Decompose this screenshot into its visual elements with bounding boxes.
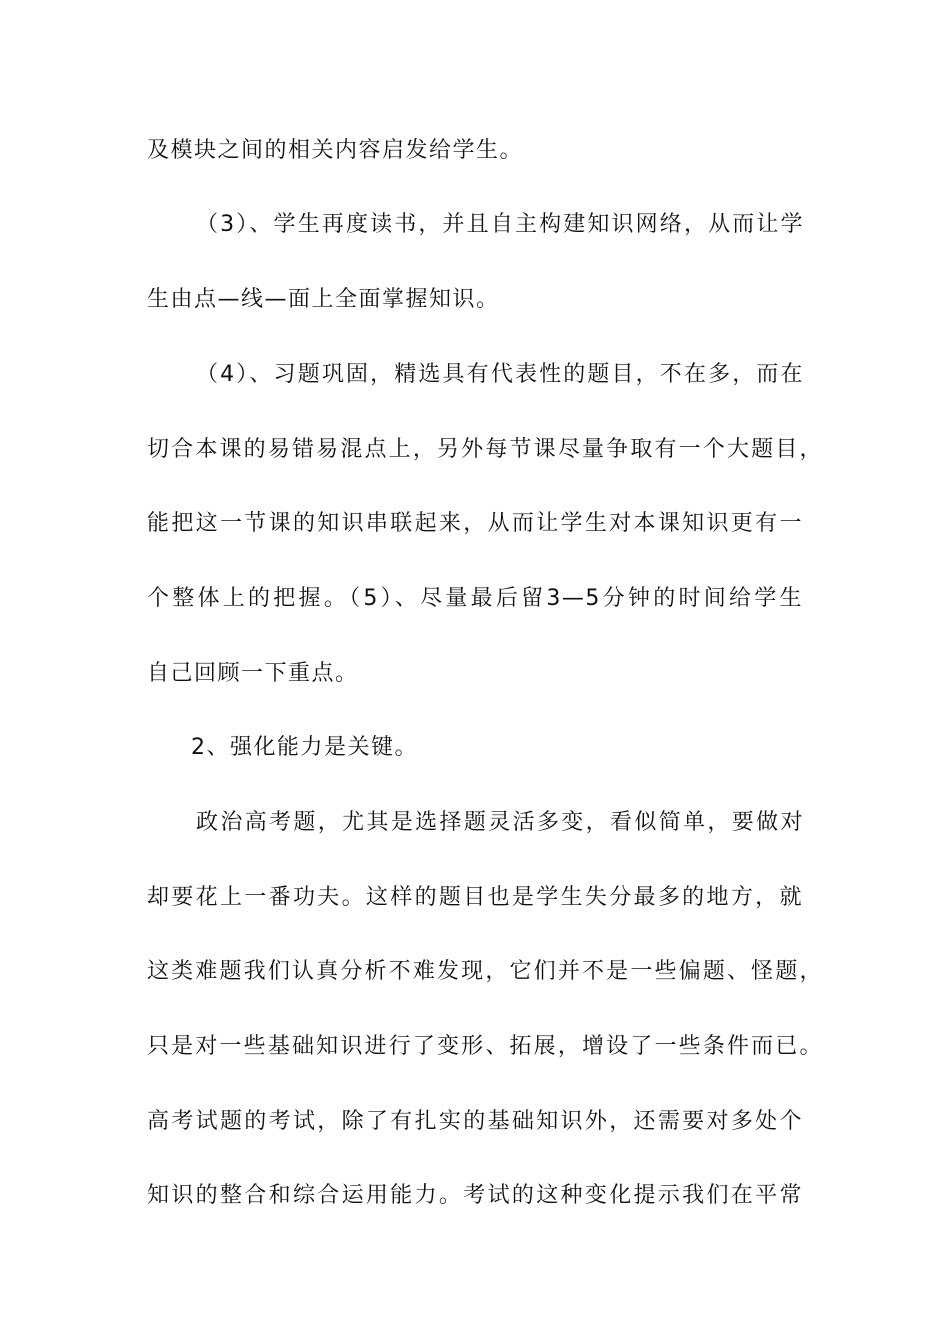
text-line: 只是对一些基础知识进行了变形、拓展，增设了一些条件而已。 — [147, 1034, 823, 1059]
text-line: （4）、习题巩固，精选具有代表性的题目，不在多，而在 — [196, 362, 804, 387]
text-line: 知识的整合和综合运用能力。考试的这种变化提示我们在平常 — [147, 1183, 803, 1208]
text-line: 切合本课的易错易混点上，另外每节课尽量争取有一个大题目， — [147, 437, 823, 462]
text-line: （3）、学生再度读书，并且自主构建知识网络，从而让学 — [196, 212, 804, 237]
text-line: 高考试题的考试，除了有扎实的基础知识外，还需要对多处个 — [147, 1109, 803, 1134]
section-heading: 2、强化能力是关键。 — [191, 735, 418, 760]
text-line: 自己回顾一下重点。 — [147, 661, 359, 686]
text-line: 能把这一节课的知识串联起来，从而让学生对本课知识更有一 — [147, 511, 803, 536]
text-line: 却要花上一番功夫。这样的题目也是学生失分最多的地方，就 — [147, 885, 803, 910]
text-line: 个整体上的把握。（5）、尽量最后留3—5分钟的时间给学生 — [147, 586, 803, 611]
text-line: 生由点—线—面上全面掌握知识。 — [147, 287, 500, 312]
text-line: 这类难题我们认真分析不难发现，它们并不是一些偏题、怪题， — [147, 959, 823, 984]
text-line: 及模块之间的相关内容启发给学生。 — [147, 138, 524, 163]
text-line: 政治高考题，尤其是选择题灵活多变，看似简单，要做对 — [196, 810, 804, 835]
